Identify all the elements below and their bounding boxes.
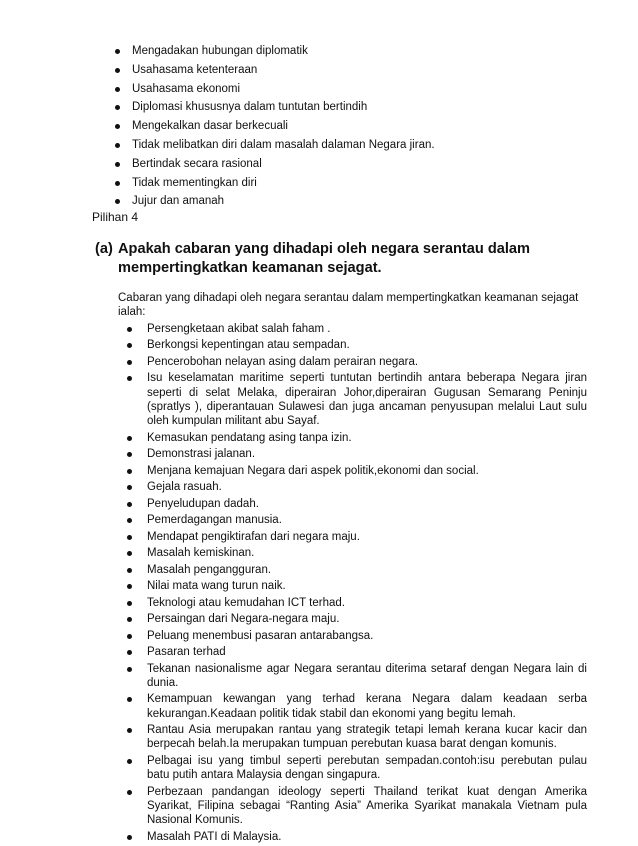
list-item-text: Pemerdagangan manusia. [147, 514, 282, 527]
bullet-icon [115, 49, 120, 54]
bullet-icon [127, 617, 132, 622]
list-item [125, 723, 587, 752]
bullet-icon [127, 376, 132, 381]
list-item [125, 480, 587, 494]
list-item [125, 513, 587, 527]
list-item-text: Masalah kemiskinan. [147, 547, 255, 560]
question-text-line-2: mempertingkatkan keamanan sejagat. [118, 260, 382, 276]
list-item-text: Pelbagai isu yang timbul seperti perebutan sempadan.contoh:isu perebutan pulau batu putih antara Malaysia dengan singapura. [147, 754, 587, 782]
list-item [125, 371, 587, 428]
bullet-icon [127, 835, 132, 840]
bullet-icon [127, 667, 132, 672]
bullet-icon [115, 105, 120, 110]
list-item [125, 546, 587, 560]
list-item-text: Mendapat pengiktirafan dari negara maju. [147, 530, 360, 543]
bullet-icon [115, 199, 120, 204]
section-label: Pilihan 4 [92, 210, 139, 224]
list-item-text: Rantau Asia merupakan rantau yang strategik tetapi lemah kerana kucar kacir dan berpecah belah.Ia merupakan tumpuan perebutan kuasa barat dengan komunis. [147, 724, 587, 751]
list-item [125, 612, 587, 626]
bullet-icon [115, 162, 120, 167]
list-item: Tidak mementingkan diri [112, 174, 592, 193]
list-item: Tidak melibatkan diri dalam masalah dalaman Negara jiran. [112, 136, 592, 155]
bullet-icon [115, 124, 120, 129]
list-item [125, 830, 587, 844]
intro-line-1: Cabaran yang dihadapi oleh negara serantau dalam mempertingkatkan keamanan sejagat [118, 292, 579, 304]
list-item [125, 754, 587, 783]
list-item [125, 355, 587, 369]
list-item: Mengekalkan dasar berkecuali [112, 117, 592, 136]
bullet-icon [127, 469, 132, 474]
bullet-icon [127, 790, 132, 795]
list-item [125, 662, 587, 691]
list-item: Jujur dan amanah [112, 192, 592, 211]
list-item [125, 645, 587, 659]
list-item-text: Peluang menembusi pasaran antarabangsa. [147, 629, 374, 642]
intro-line-2: ialah: [118, 306, 146, 318]
list-item-text: Berkongsi kepentingan atau sempadan. [147, 339, 350, 352]
bullet-icon [127, 697, 132, 702]
list-item [125, 431, 587, 445]
list-item [125, 629, 587, 643]
bullet-icon [127, 360, 132, 365]
list-item [125, 596, 587, 610]
list-item-text: Pencerobohan nelayan asing dalam perairan negara. [147, 355, 419, 368]
bullet-icon [127, 551, 132, 556]
list-item [125, 530, 587, 544]
bullet-icon [127, 485, 132, 490]
bullet-icon [127, 436, 132, 441]
list-item: Bertindak secara rasional [112, 155, 592, 174]
list-item-text: Gejala rasuah. [147, 481, 222, 494]
list-item [125, 447, 587, 461]
list-item-text: Kemampuan kewangan yang terhad kerana Negara dalam keadaan serba kekurangan.Keadaan politik tidak stabil dan ekonomi yang begitu lemah. [147, 693, 587, 720]
bullet-icon [127, 759, 132, 764]
bullet-icon [127, 327, 132, 332]
list-item-text: Demonstrasi jalanan. [147, 448, 256, 461]
list-item-text: Masalah PATI di Malaysia. [147, 830, 282, 843]
list-item-text: Isu keselamatan maritime seperti tuntutan bertindih antara beberapa Negara jiran seperti di selat Melaka, diperairan Johor,diperairan Gugusan Semarang Peninju (spratlys ), diperantauan Sulawesi dan juga ancaman penyusupan melalui Laut sulu oleh kumpulan militant abu Sayaf. [147, 372, 587, 428]
list-item-text: Teknologi atau kemudahan ICT terhad. [147, 596, 345, 609]
list-item: Usahasama ketenteraan [112, 61, 592, 80]
bullet-icon [127, 584, 132, 589]
list-item [125, 338, 587, 352]
bullet-icon [127, 634, 132, 639]
list-item [125, 563, 587, 577]
list-item-text: Masalah pengangguran. [147, 563, 272, 576]
bullet-icon [127, 452, 132, 457]
bullet-icon [127, 728, 132, 733]
list-item: Mengadakan hubungan diplomatik [112, 42, 592, 61]
bullet-icon [127, 518, 132, 523]
bullet-icon [127, 343, 132, 348]
list-item: Diplomasi khususnya dalam tuntutan bertindih [112, 98, 592, 117]
list-item [125, 322, 587, 336]
question-text-line-1: Apakah cabaran yang dihadapi oleh negara serantau dalam [118, 241, 531, 257]
list-item-text: Persengketaan akibat salah faham . [147, 323, 331, 335]
bullet-icon [115, 181, 120, 186]
list-item-text: Tekanan nasionalisme agar Negara serantau diterima setaraf dengan Negara lain di dunia. [147, 662, 587, 689]
list-item [125, 692, 587, 721]
list-item-text: Kemasukan pendatang asing tanpa izin. [147, 431, 352, 444]
bullet-icon [115, 87, 120, 92]
list-item-text: Nilai mata wang turun naik. [147, 580, 286, 593]
list-item-text: Persaingan dari Negara-negara maju. [147, 613, 340, 626]
bullet-icon [127, 650, 132, 655]
bullet-icon [127, 601, 132, 606]
list-item-text: Pasaran terhad [147, 646, 226, 659]
bullet-icon [115, 68, 120, 73]
bullet-icon [127, 502, 132, 507]
list-item [125, 497, 587, 511]
question-number: (a) [95, 241, 113, 257]
list-item [125, 579, 587, 593]
challenges-list [125, 322, 587, 846]
list-item-text: Penyeludupan dadah. [147, 497, 259, 510]
list-item [125, 464, 587, 478]
list-item-text: Menjana kemajuan Negara dari aspek politik,ekonomi dan social. [147, 464, 479, 477]
bullet-icon [115, 143, 120, 148]
bullet-icon [127, 535, 132, 540]
principles-list [112, 42, 592, 211]
intro-paragraph [118, 291, 590, 319]
list-item [125, 785, 587, 828]
bullet-icon [127, 568, 132, 573]
list-item-text: Perbezaan pandangan ideology seperti Thailand terikat kuat dengan Amerika Syarikat, Filipina sebagai “Ranting Asia” Amerika Syarikat manakala Vietnam pula Nasional Komunis. [147, 785, 587, 827]
list-item: Usahasama ekonomi [112, 80, 592, 99]
